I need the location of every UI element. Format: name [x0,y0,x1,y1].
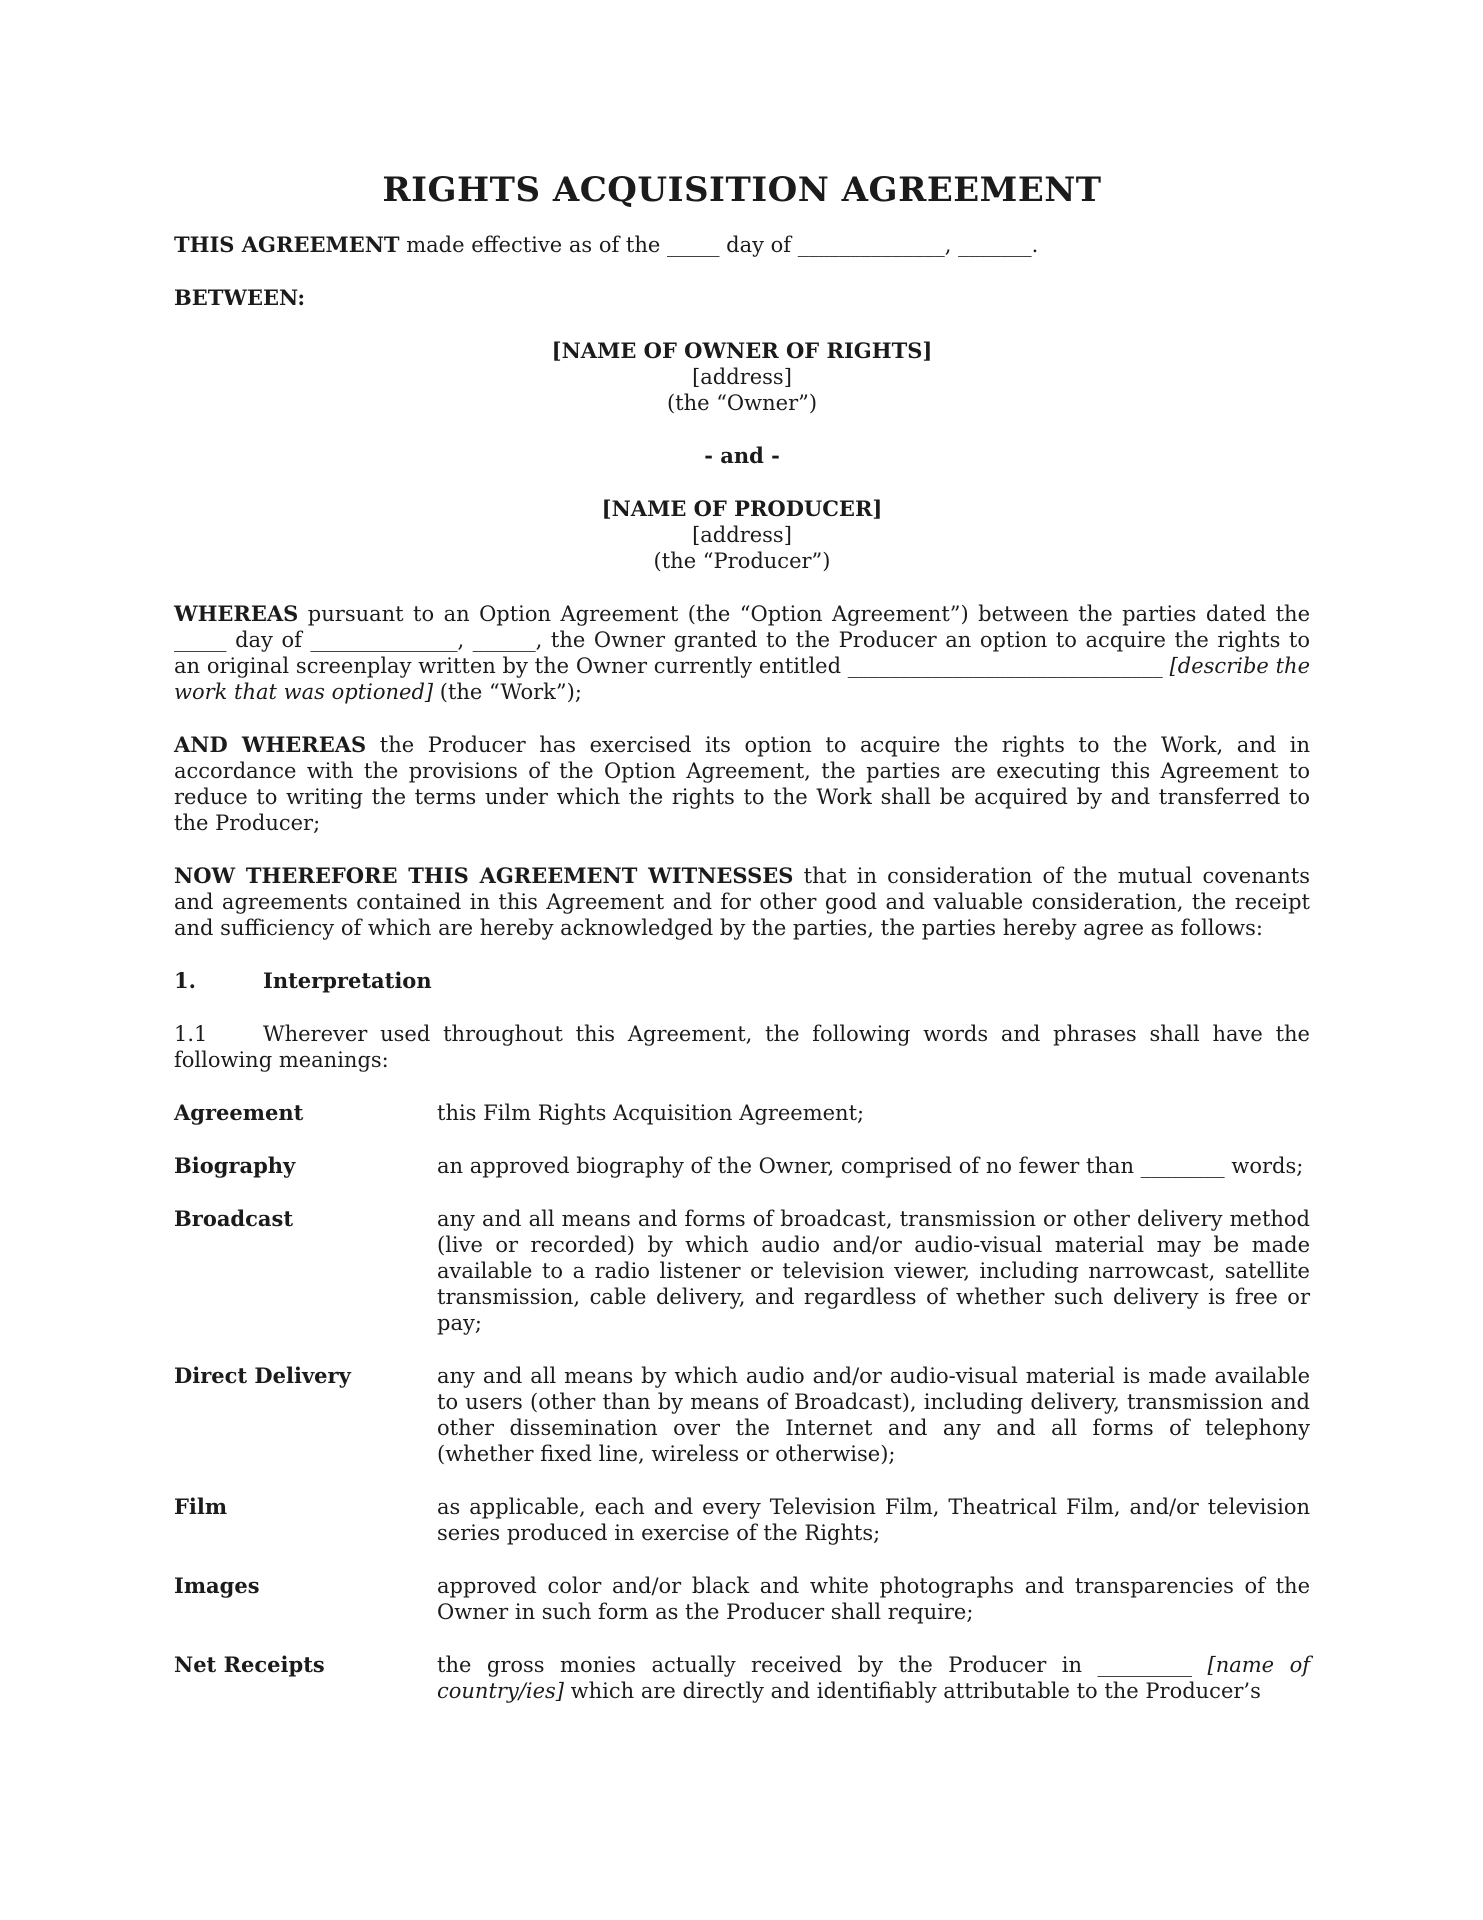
definition-text [437,1206,1310,1336]
and-separator: - and - [704,443,780,468]
whereas-tail: (the “Work”); [433,680,582,704]
intro-lead: THIS AGREEMENT [174,232,400,257]
definition-text [437,1363,1310,1467]
definition-term: Broadcast [174,1206,294,1231]
definition-text-pre: this Film Rights Acquisition Agreement; [437,1101,865,1125]
producer-name: [NAME OF PRODUCER] [601,496,883,521]
definition-term: Biography [174,1153,296,1178]
definition-text [437,1153,1310,1179]
definition-term: Agreement [174,1100,304,1125]
definition-term: Images [174,1573,260,1598]
and-whereas-paragraph [174,732,1310,836]
and-whereas-body: the Producer has exercised its option to acquire the rights to the Work, and in accordance with the provisions of the Option Agreement, the parties are executing this Agreement to reduce to writing the terms under which the rights to the Work shall be acquired by and transferred to the Producer; [174,733,1310,835]
section-1-number: 1. [174,968,196,993]
producer-block [174,496,1310,574]
definition-text-pre: the gross monies actually received by the Producer in _________ [437,1653,1208,1677]
definition-row-images [174,1573,1310,1625]
definition-text-pre: approved color and/or black and white photographs and transparencies of the Owner in such form as the Producer shall require; [437,1574,1310,1624]
owner-block [174,338,1310,416]
clause-1-1-paragraph [174,1021,1310,1073]
definition-term: Net Receipts [174,1652,325,1677]
definition-row-agreement [174,1100,1310,1126]
definition-text-pre: any and all means by which audio and/or audio-visual material is made available to users (other than by means of Broadcast), including delivery, transmission and other dissemination over the Internet and any and all forms of telephony (whether fixed line, wireless or otherwise); [437,1364,1310,1466]
definition-term: Film [174,1494,228,1519]
section-1-title: Interpretation [263,968,432,993]
definition-row-biography [174,1153,1310,1179]
producer-alias: (the “Producer”) [653,549,831,573]
owner-address: [address] [692,365,792,389]
clause-1-1-number: 1.1 [174,1022,208,1046]
clause-1-1-text: Wherever used throughout this Agreement, the following words and phrases shall have the following meanings: [174,1022,1310,1072]
definition-text-post: which are directly and identifiably attributable to the Producer’s [563,1679,1261,1703]
definition-text [437,1494,1310,1546]
now-therefore-paragraph [174,863,1310,941]
whereas-italic-note: [describe the work that was optioned] [174,654,1310,704]
definition-text [437,1100,1310,1126]
definition-row-net-receipts [174,1652,1310,1704]
definition-text-italic: [name of country/ies] [437,1653,1310,1703]
intro-paragraph [174,232,1310,258]
whereas-body: pursuant to an Option Agreement (the “Option Agreement”) between the parties dated the _____ day of ______________, ______, the Owner granted to the Producer an option to acquire the rights to an original screenplay written by the Owner currently entitled ______________________________ [174,602,1310,678]
now-therefore-body: that in consideration of the mutual covenants and agreements contained in this Agreement and for other good and valuable consideration, the receipt and sufficiency of which are hereby acknowledged by the parties, the parties hereby agree as follows: [174,864,1310,940]
between-label: BETWEEN: [174,285,306,310]
section-1-heading [174,968,1310,994]
definition-text [437,1652,1310,1704]
definition-term: Direct Delivery [174,1363,351,1388]
producer-address: [address] [692,523,792,547]
whereas-paragraph [174,601,1310,705]
now-therefore-lead: NOW THEREFORE THIS AGREEMENT WITNESSES [174,863,794,888]
definition-row-direct-delivery [174,1363,1310,1467]
definition-text-pre: any and all means and forms of broadcast, transmission or other delivery method (live or recorded) by which audio and/or audio-visual material may be made available to a radio listener or television viewer, including narrowcast, satellite transmission, cable delivery, and regardless of whether such delivery is free or pay; [437,1207,1310,1335]
definition-text-pre: an approved biography of the Owner, comprised of no fewer than ________ words; [437,1154,1304,1178]
intro-rest: made effective as of the _____ day of ______________, _______. [399,233,1039,257]
owner-name: [NAME OF OWNER OF RIGHTS] [551,338,933,363]
definition-text-pre: as applicable, each and every Television Film, Theatrical Film, and/or television series produced in exercise of the Rights; [437,1495,1310,1545]
definition-row-broadcast [174,1206,1310,1336]
owner-alias: (the “Owner”) [666,391,818,415]
document-title: RIGHTS ACQUISITION AGREEMENT [382,170,1102,210]
definition-text [437,1573,1310,1625]
definition-row-film [174,1494,1310,1546]
and-whereas-lead: AND WHEREAS [174,732,367,757]
whereas-lead: WHEREAS [174,601,299,626]
